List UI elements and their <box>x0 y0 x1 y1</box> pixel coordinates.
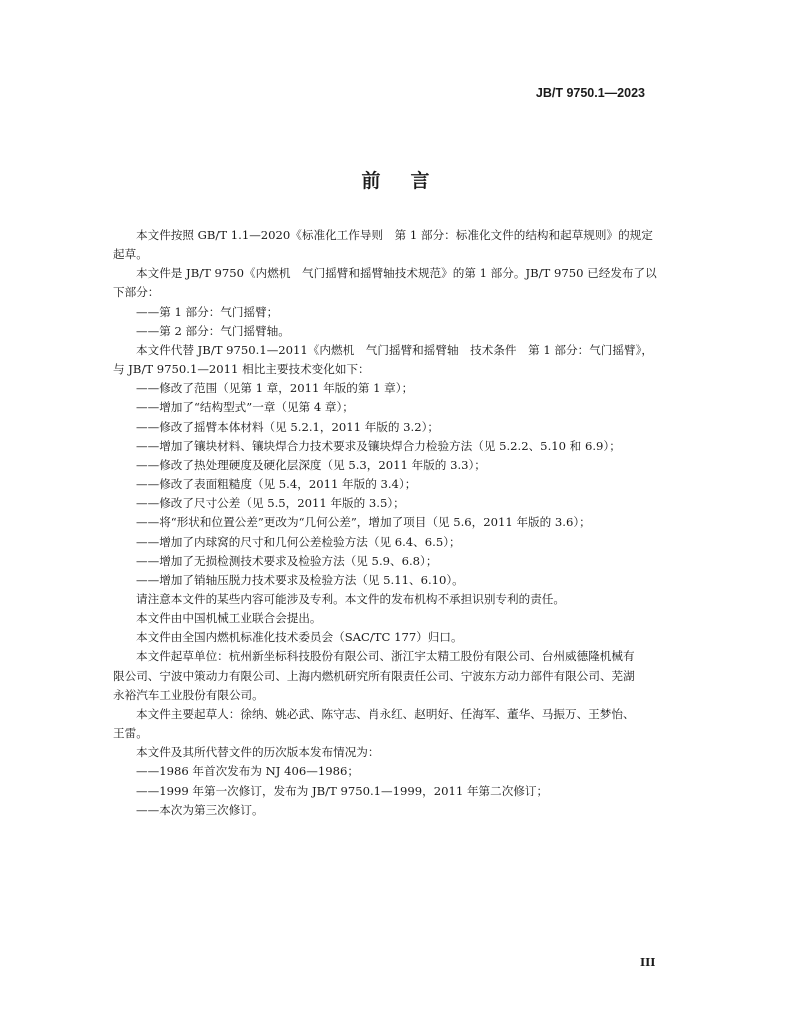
list-item: ——修改了尺寸公差（见 5.5，2011 年版的 3.5）； <box>136 496 405 511</box>
text-line: 本文件代替 JB/T 9750.1—2011《内燃机 气门摇臂和摇臂轴 技术条件 第 1 部分：气门摇臂》， <box>136 342 653 357</box>
list-item: ——修改了范围（见第 1 章，2011 年版的第 1 章）； <box>136 381 414 396</box>
text-line: 永裕汽车工业股份有限公司。 <box>113 687 264 702</box>
list-item: ——1986 年首次发布为 NJ 406—1986； <box>136 764 359 779</box>
standard-number: JB/T 9750.1—2023 <box>535 86 645 100</box>
list-item: ——增加了销轴压脱力技术要求及检验方法（见 5.11、6.10）。 <box>136 572 464 587</box>
list-item: ——增加了镶块材料、镶块焊合力技术要求及镶块焊合力检验方法（见 5.2.2、5.10 和 6.9）； <box>136 438 621 453</box>
text-line: 本文件由全国内燃机标准化技术委员会（SAC/TC 177）归口。 <box>136 630 463 645</box>
text-line: 本文件由中国机械工业联合会提出。 <box>136 611 322 626</box>
text-line: 本文件主要起草人：徐纳、姚必武、陈守志、肖永红、赵明好、任海军、董华、马振万、王梦怡、 <box>136 706 635 721</box>
list-item: ——修改了表面粗糙度（见 5.4，2011 年版的 3.4）； <box>136 477 417 492</box>
list-item: ——修改了热处理硬度及硬化层深度（见 5.3，2011 年版的 3.3）； <box>136 457 486 472</box>
page-number: III <box>640 956 656 969</box>
list-item: ——修改了摇臂本体材料（见 5.2.1，2011 年版的 3.2）； <box>136 419 439 434</box>
text-line: 与 JB/T 9750.1—2011 相比主要技术变化如下： <box>113 362 370 377</box>
text-line: 本文件是 JB/T 9750《内燃机 气门摇臂和摇臂轴技术规范》的第 1 部分。JB/T 9750 已经发布了以 <box>136 266 657 281</box>
list-item: ——第 2 部分：气门摇臂轴。 <box>136 323 290 338</box>
list-item: ——本次为第三次修订。 <box>136 802 264 817</box>
text-line: 本文件及其所代替文件的历次版本发布情况为： <box>136 745 380 760</box>
list-item: ——增加了“结构型式”一章（见第 4 章）； <box>136 400 354 415</box>
text-line: 本文件起草单位：杭州新坐标科技股份有限公司、浙江宇太精工股份有限公司、台州威德隆机械有 <box>136 649 635 664</box>
foreword-body <box>113 226 657 820</box>
list-item: ——将“形状和位置公差”更改为“几何公差”，增加了项目（见 5.6，2011 年版的 3.6）； <box>136 515 591 530</box>
text-line: 下部分： <box>113 285 160 300</box>
text-line: 限公司、宁波中策动力有限公司、上海内燃机研究所有限责任公司、宁波东方动力部件有限公司、芜湖 <box>113 668 635 683</box>
list-item: ——1999 年第一次修订，发布为 JB/T 9750.1—1999，2011 年第二次修订； <box>136 783 549 798</box>
list-item: ——增加了无损检测技术要求及检验方法（见 5.9、6.8）； <box>136 553 438 568</box>
text-line: 王雷。 <box>113 726 148 741</box>
text-line: 请注意本文件的某些内容可能涉及专利。本文件的发布机构不承担识别专利的责任。 <box>136 591 565 606</box>
text-line: 起草。 <box>113 247 148 262</box>
text-line: 本文件按照 GB/T 1.1—2020《标准化工作导则 第 1 部分：标准化文件的结构和起草规则》的规定 <box>136 228 653 242</box>
page-title: 前言 <box>361 170 460 192</box>
list-item: ——增加了内球窝的尺寸和几何公差检验方法（见 6.4、6.5）； <box>136 534 461 549</box>
list-item: ——第 1 部分：气门摇臂； <box>136 304 279 319</box>
